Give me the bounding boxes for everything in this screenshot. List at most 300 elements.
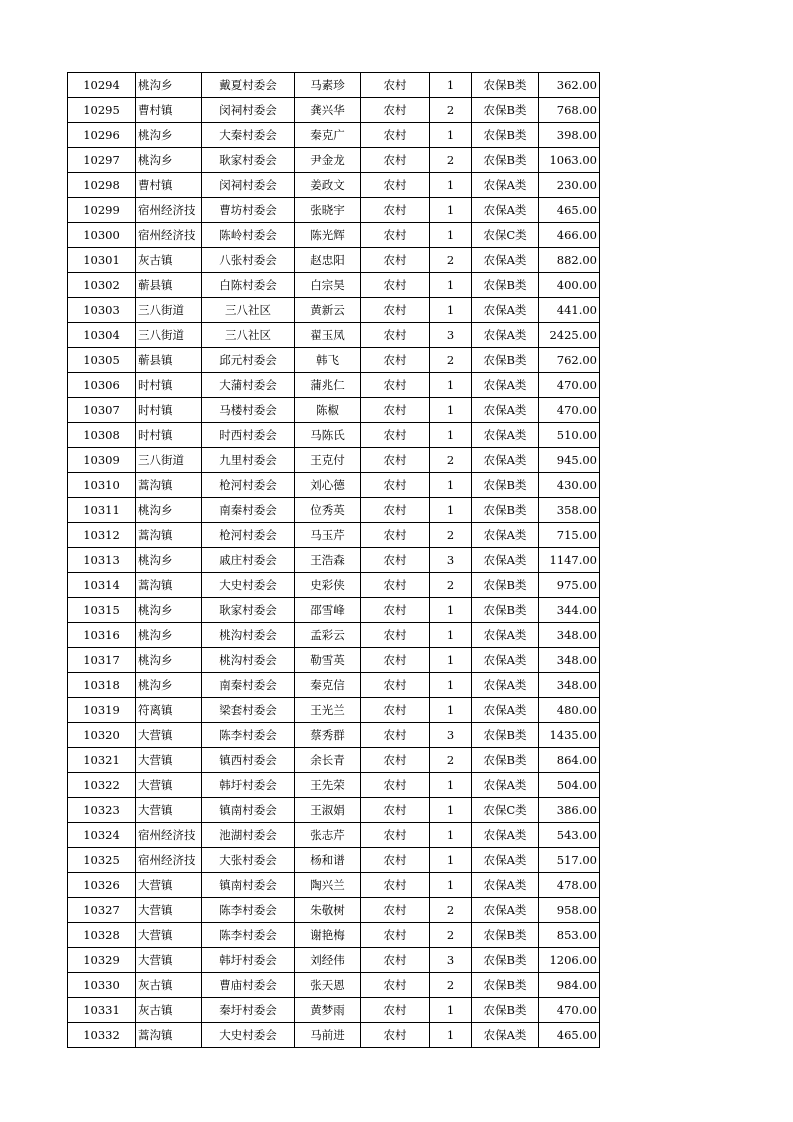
village-committee-cell: 韩圩村委会 — [202, 948, 295, 973]
township-cell: 大营镇 — [136, 748, 202, 773]
person-name-cell: 黄新云 — [295, 298, 361, 323]
table-row — [68, 848, 600, 873]
insurance-class-cell: 农保A类 — [472, 698, 539, 723]
person-name-cell: 张志芹 — [295, 823, 361, 848]
amount-cell: 1147.00 — [539, 548, 600, 573]
village-committee-cell: 三八社区 — [202, 323, 295, 348]
township-cell: 蕲县镇 — [136, 273, 202, 298]
insurance-class-cell: 农保A类 — [472, 873, 539, 898]
household-type-cell: 农村 — [361, 523, 430, 548]
member-count-cell: 1 — [430, 623, 472, 648]
township-cell: 桃沟乡 — [136, 123, 202, 148]
village-committee-cell: 时西村委会 — [202, 423, 295, 448]
household-type-cell: 农村 — [361, 173, 430, 198]
insurance-class-cell: 农保B类 — [472, 273, 539, 298]
record-id-cell: 10318 — [68, 673, 136, 698]
table-row — [68, 898, 600, 923]
table-row — [68, 73, 600, 98]
household-type-cell: 农村 — [361, 448, 430, 473]
township-cell: 曹村镇 — [136, 173, 202, 198]
table-row — [68, 698, 600, 723]
member-count-cell: 1 — [430, 298, 472, 323]
household-type-cell: 农村 — [361, 423, 430, 448]
person-name-cell: 张晓宇 — [295, 198, 361, 223]
insurance-class-cell: 农保A类 — [472, 423, 539, 448]
member-count-cell: 1 — [430, 373, 472, 398]
household-type-cell: 农村 — [361, 373, 430, 398]
household-type-cell: 农村 — [361, 248, 430, 273]
amount-cell: 430.00 — [539, 473, 600, 498]
amount-cell: 470.00 — [539, 373, 600, 398]
record-id-cell: 10315 — [68, 598, 136, 623]
record-id-cell: 10326 — [68, 873, 136, 898]
table-row — [68, 148, 600, 173]
person-name-cell: 蒲兆仁 — [295, 373, 361, 398]
record-id-cell: 10310 — [68, 473, 136, 498]
amount-cell: 478.00 — [539, 873, 600, 898]
household-type-cell: 农村 — [361, 548, 430, 573]
insurance-class-cell: 农保B类 — [472, 123, 539, 148]
table-row — [68, 223, 600, 248]
table-row — [68, 423, 600, 448]
table-row — [68, 748, 600, 773]
township-cell: 时村镇 — [136, 373, 202, 398]
member-count-cell: 1 — [430, 598, 472, 623]
household-type-cell: 农村 — [361, 298, 430, 323]
amount-cell: 470.00 — [539, 398, 600, 423]
village-committee-cell: 闵祠村委会 — [202, 173, 295, 198]
table-row — [68, 823, 600, 848]
village-committee-cell: 池湖村委会 — [202, 823, 295, 848]
amount-cell: 348.00 — [539, 648, 600, 673]
insurance-class-cell: 农保A类 — [472, 648, 539, 673]
household-type-cell: 农村 — [361, 598, 430, 623]
table-row — [68, 98, 600, 123]
village-committee-cell: 桃沟村委会 — [202, 648, 295, 673]
table-row — [68, 473, 600, 498]
person-name-cell: 邵雪峰 — [295, 598, 361, 623]
township-cell: 桃沟乡 — [136, 73, 202, 98]
person-name-cell: 赵忠阳 — [295, 248, 361, 273]
township-cell: 三八街道 — [136, 323, 202, 348]
township-cell: 宿州经济技 — [136, 823, 202, 848]
household-type-cell: 农村 — [361, 498, 430, 523]
table-row — [68, 373, 600, 398]
person-name-cell: 王光兰 — [295, 698, 361, 723]
township-cell: 桃沟乡 — [136, 648, 202, 673]
subsidy-table — [67, 72, 600, 1048]
table-row — [68, 948, 600, 973]
member-count-cell: 2 — [430, 98, 472, 123]
table-row — [68, 873, 600, 898]
record-id-cell: 10294 — [68, 73, 136, 98]
village-committee-cell: 秦圩村委会 — [202, 998, 295, 1023]
person-name-cell: 马玉芹 — [295, 523, 361, 548]
table-row — [68, 773, 600, 798]
person-name-cell: 马陈氏 — [295, 423, 361, 448]
record-id-cell: 10303 — [68, 298, 136, 323]
amount-cell: 348.00 — [539, 673, 600, 698]
township-cell: 灰古镇 — [136, 998, 202, 1023]
insurance-class-cell: 农保A类 — [472, 198, 539, 223]
township-cell: 时村镇 — [136, 423, 202, 448]
township-cell: 蒿沟镇 — [136, 473, 202, 498]
village-committee-cell: 曹坊村委会 — [202, 198, 295, 223]
amount-cell: 480.00 — [539, 698, 600, 723]
township-cell: 宿州经济技 — [136, 223, 202, 248]
township-cell: 大营镇 — [136, 723, 202, 748]
amount-cell: 230.00 — [539, 173, 600, 198]
amount-cell: 441.00 — [539, 298, 600, 323]
township-cell: 时村镇 — [136, 398, 202, 423]
amount-cell: 975.00 — [539, 573, 600, 598]
record-id-cell: 10296 — [68, 123, 136, 148]
table-row — [68, 998, 600, 1023]
amount-cell: 984.00 — [539, 973, 600, 998]
table-row — [68, 623, 600, 648]
insurance-class-cell: 农保B类 — [472, 998, 539, 1023]
insurance-class-cell: 农保A类 — [472, 823, 539, 848]
insurance-class-cell: 农保C类 — [472, 798, 539, 823]
township-cell: 三八街道 — [136, 448, 202, 473]
amount-cell: 1063.00 — [539, 148, 600, 173]
household-type-cell: 农村 — [361, 273, 430, 298]
village-committee-cell: 桃沟村委会 — [202, 623, 295, 648]
record-id-cell: 10317 — [68, 648, 136, 673]
person-name-cell: 孟彩云 — [295, 623, 361, 648]
record-id-cell: 10316 — [68, 623, 136, 648]
record-id-cell: 10325 — [68, 848, 136, 873]
person-name-cell: 黄梦雨 — [295, 998, 361, 1023]
village-committee-cell: 闵祠村委会 — [202, 98, 295, 123]
table-row — [68, 498, 600, 523]
township-cell: 三八街道 — [136, 298, 202, 323]
household-type-cell: 农村 — [361, 948, 430, 973]
member-count-cell: 2 — [430, 898, 472, 923]
table-row — [68, 973, 600, 998]
amount-cell: 398.00 — [539, 123, 600, 148]
household-type-cell: 农村 — [361, 1023, 430, 1048]
amount-cell: 470.00 — [539, 998, 600, 1023]
record-id-cell: 10311 — [68, 498, 136, 523]
member-count-cell: 2 — [430, 148, 472, 173]
household-type-cell: 农村 — [361, 573, 430, 598]
village-committee-cell: 耿家村委会 — [202, 598, 295, 623]
township-cell: 蒿沟镇 — [136, 573, 202, 598]
table-row — [68, 523, 600, 548]
village-committee-cell: 南秦村委会 — [202, 673, 295, 698]
township-cell: 灰古镇 — [136, 973, 202, 998]
household-type-cell: 农村 — [361, 823, 430, 848]
insurance-class-cell: 农保A类 — [472, 623, 539, 648]
person-name-cell: 秦克广 — [295, 123, 361, 148]
village-committee-cell: 三八社区 — [202, 298, 295, 323]
person-name-cell: 王浩森 — [295, 548, 361, 573]
person-name-cell: 杨和谱 — [295, 848, 361, 873]
household-type-cell: 农村 — [361, 148, 430, 173]
insurance-class-cell: 农保A类 — [472, 1023, 539, 1048]
person-name-cell: 陈椒 — [295, 398, 361, 423]
table-row — [68, 398, 600, 423]
insurance-class-cell: 农保A类 — [472, 548, 539, 573]
township-cell: 桃沟乡 — [136, 623, 202, 648]
township-cell: 大营镇 — [136, 773, 202, 798]
insurance-class-cell: 农保A类 — [472, 373, 539, 398]
insurance-class-cell: 农保B类 — [472, 923, 539, 948]
township-cell: 桃沟乡 — [136, 498, 202, 523]
village-committee-cell: 大蒲村委会 — [202, 373, 295, 398]
village-committee-cell: 曹庙村委会 — [202, 973, 295, 998]
amount-cell: 344.00 — [539, 598, 600, 623]
table-row — [68, 198, 600, 223]
person-name-cell: 尹金龙 — [295, 148, 361, 173]
member-count-cell: 2 — [430, 573, 472, 598]
insurance-class-cell: 农保B类 — [472, 348, 539, 373]
table-row — [68, 923, 600, 948]
household-type-cell: 农村 — [361, 623, 430, 648]
village-committee-cell: 戴夏村委会 — [202, 73, 295, 98]
person-name-cell: 马前进 — [295, 1023, 361, 1048]
insurance-class-cell: 农保A类 — [472, 173, 539, 198]
amount-cell: 1206.00 — [539, 948, 600, 973]
township-cell: 蕲县镇 — [136, 348, 202, 373]
insurance-class-cell: 农保A类 — [472, 673, 539, 698]
member-count-cell: 1 — [430, 73, 472, 98]
amount-cell: 348.00 — [539, 623, 600, 648]
township-cell: 蒿沟镇 — [136, 523, 202, 548]
amount-cell: 958.00 — [539, 898, 600, 923]
table-row — [68, 598, 600, 623]
member-count-cell: 1 — [430, 473, 472, 498]
table-row — [68, 298, 600, 323]
insurance-class-cell: 农保B类 — [472, 973, 539, 998]
table-body — [68, 73, 600, 1048]
member-count-cell: 1 — [430, 998, 472, 1023]
village-committee-cell: 邱元村委会 — [202, 348, 295, 373]
insurance-class-cell: 农保A类 — [472, 848, 539, 873]
insurance-class-cell: 农保A类 — [472, 773, 539, 798]
member-count-cell: 1 — [430, 1023, 472, 1048]
amount-cell: 465.00 — [539, 1023, 600, 1048]
person-name-cell: 韩飞 — [295, 348, 361, 373]
village-committee-cell: 大史村委会 — [202, 573, 295, 598]
insurance-class-cell: 农保A类 — [472, 298, 539, 323]
table-row — [68, 173, 600, 198]
amount-cell: 386.00 — [539, 798, 600, 823]
village-committee-cell: 镇西村委会 — [202, 748, 295, 773]
insurance-class-cell: 农保A类 — [472, 898, 539, 923]
person-name-cell: 张天恩 — [295, 973, 361, 998]
table-row — [68, 323, 600, 348]
insurance-class-cell: 农保B类 — [472, 498, 539, 523]
member-count-cell: 1 — [430, 398, 472, 423]
village-committee-cell: 枪河村委会 — [202, 523, 295, 548]
record-id-cell: 10306 — [68, 373, 136, 398]
record-id-cell: 10308 — [68, 423, 136, 448]
household-type-cell: 农村 — [361, 773, 430, 798]
township-cell: 符离镇 — [136, 698, 202, 723]
record-id-cell: 10314 — [68, 573, 136, 598]
record-id-cell: 10312 — [68, 523, 136, 548]
insurance-class-cell: 农保A类 — [472, 248, 539, 273]
person-name-cell: 陈光辉 — [295, 223, 361, 248]
household-type-cell: 农村 — [361, 923, 430, 948]
insurance-class-cell: 农保A类 — [472, 523, 539, 548]
member-count-cell: 1 — [430, 273, 472, 298]
village-committee-cell: 陈李村委会 — [202, 923, 295, 948]
township-cell: 大营镇 — [136, 923, 202, 948]
record-id-cell: 10329 — [68, 948, 136, 973]
person-name-cell: 姜政文 — [295, 173, 361, 198]
person-name-cell: 王克付 — [295, 448, 361, 473]
village-committee-cell: 镇南村委会 — [202, 798, 295, 823]
table-row — [68, 1023, 600, 1048]
township-cell: 大营镇 — [136, 898, 202, 923]
township-cell: 桃沟乡 — [136, 673, 202, 698]
village-committee-cell: 马楼村委会 — [202, 398, 295, 423]
insurance-class-cell: 农保B类 — [472, 598, 539, 623]
amount-cell: 400.00 — [539, 273, 600, 298]
amount-cell: 1435.00 — [539, 723, 600, 748]
person-name-cell: 蔡秀群 — [295, 723, 361, 748]
member-count-cell: 2 — [430, 248, 472, 273]
table-row — [68, 448, 600, 473]
amount-cell: 362.00 — [539, 73, 600, 98]
village-committee-cell: 陈李村委会 — [202, 898, 295, 923]
household-type-cell: 农村 — [361, 673, 430, 698]
household-type-cell: 农村 — [361, 98, 430, 123]
village-committee-cell: 大秦村委会 — [202, 123, 295, 148]
village-committee-cell: 枪河村委会 — [202, 473, 295, 498]
person-name-cell: 翟玉凤 — [295, 323, 361, 348]
insurance-class-cell: 农保A类 — [472, 323, 539, 348]
insurance-class-cell: 农保B类 — [472, 948, 539, 973]
township-cell: 桃沟乡 — [136, 148, 202, 173]
record-id-cell: 10307 — [68, 398, 136, 423]
record-id-cell: 10320 — [68, 723, 136, 748]
township-cell: 大营镇 — [136, 948, 202, 973]
member-count-cell: 2 — [430, 973, 472, 998]
person-name-cell: 王淑娟 — [295, 798, 361, 823]
record-id-cell: 10304 — [68, 323, 136, 348]
record-id-cell: 10313 — [68, 548, 136, 573]
household-type-cell: 农村 — [361, 998, 430, 1023]
person-name-cell: 秦克信 — [295, 673, 361, 698]
table-row — [68, 673, 600, 698]
village-committee-cell: 八张村委会 — [202, 248, 295, 273]
record-id-cell: 10330 — [68, 973, 136, 998]
township-cell: 蒿沟镇 — [136, 1023, 202, 1048]
village-committee-cell: 陈李村委会 — [202, 723, 295, 748]
record-id-cell: 10305 — [68, 348, 136, 373]
record-id-cell: 10327 — [68, 898, 136, 923]
table-row — [68, 648, 600, 673]
member-count-cell: 3 — [430, 723, 472, 748]
township-cell: 灰古镇 — [136, 248, 202, 273]
person-name-cell: 余长青 — [295, 748, 361, 773]
amount-cell: 2425.00 — [539, 323, 600, 348]
person-name-cell: 刘经伟 — [295, 948, 361, 973]
insurance-class-cell: 农保C类 — [472, 223, 539, 248]
village-committee-cell: 九里村委会 — [202, 448, 295, 473]
member-count-cell: 1 — [430, 223, 472, 248]
amount-cell: 715.00 — [539, 523, 600, 548]
record-id-cell: 10332 — [68, 1023, 136, 1048]
record-id-cell: 10300 — [68, 223, 136, 248]
member-count-cell: 2 — [430, 923, 472, 948]
insurance-class-cell: 农保B类 — [472, 98, 539, 123]
member-count-cell: 1 — [430, 673, 472, 698]
member-count-cell: 2 — [430, 348, 472, 373]
amount-cell: 543.00 — [539, 823, 600, 848]
table-row — [68, 723, 600, 748]
insurance-class-cell: 农保B类 — [472, 748, 539, 773]
township-cell: 桃沟乡 — [136, 598, 202, 623]
household-type-cell: 农村 — [361, 973, 430, 998]
amount-cell: 466.00 — [539, 223, 600, 248]
amount-cell: 882.00 — [539, 248, 600, 273]
amount-cell: 853.00 — [539, 923, 600, 948]
township-cell: 大营镇 — [136, 873, 202, 898]
record-id-cell: 10295 — [68, 98, 136, 123]
household-type-cell: 农村 — [361, 873, 430, 898]
township-cell: 宿州经济技 — [136, 848, 202, 873]
insurance-class-cell: 农保A类 — [472, 448, 539, 473]
household-type-cell: 农村 — [361, 123, 430, 148]
village-committee-cell: 大史村委会 — [202, 1023, 295, 1048]
member-count-cell: 1 — [430, 698, 472, 723]
township-cell: 大营镇 — [136, 798, 202, 823]
household-type-cell: 农村 — [361, 473, 430, 498]
household-type-cell: 农村 — [361, 748, 430, 773]
table-row — [68, 573, 600, 598]
insurance-class-cell: 农保B类 — [472, 573, 539, 598]
amount-cell: 864.00 — [539, 748, 600, 773]
amount-cell: 465.00 — [539, 198, 600, 223]
household-type-cell: 农村 — [361, 323, 430, 348]
table-row — [68, 798, 600, 823]
household-type-cell: 农村 — [361, 398, 430, 423]
member-count-cell: 1 — [430, 798, 472, 823]
table-row — [68, 248, 600, 273]
village-committee-cell: 韩圩村委会 — [202, 773, 295, 798]
village-committee-cell: 南秦村委会 — [202, 498, 295, 523]
person-name-cell: 刘心德 — [295, 473, 361, 498]
record-id-cell: 10309 — [68, 448, 136, 473]
amount-cell: 762.00 — [539, 348, 600, 373]
household-type-cell: 农村 — [361, 848, 430, 873]
household-type-cell: 农村 — [361, 348, 430, 373]
table-row — [68, 548, 600, 573]
member-count-cell: 1 — [430, 423, 472, 448]
insurance-class-cell: 农保B类 — [472, 723, 539, 748]
amount-cell: 768.00 — [539, 98, 600, 123]
person-name-cell: 马素珍 — [295, 73, 361, 98]
record-id-cell: 10298 — [68, 173, 136, 198]
member-count-cell: 3 — [430, 548, 472, 573]
village-committee-cell: 戚庄村委会 — [202, 548, 295, 573]
record-id-cell: 10324 — [68, 823, 136, 848]
amount-cell: 504.00 — [539, 773, 600, 798]
member-count-cell: 2 — [430, 523, 472, 548]
insurance-class-cell: 农保A类 — [472, 398, 539, 423]
record-id-cell: 10321 — [68, 748, 136, 773]
member-count-cell: 3 — [430, 323, 472, 348]
household-type-cell: 农村 — [361, 723, 430, 748]
household-type-cell: 农村 — [361, 648, 430, 673]
township-cell: 桃沟乡 — [136, 548, 202, 573]
village-committee-cell: 白陈村委会 — [202, 273, 295, 298]
